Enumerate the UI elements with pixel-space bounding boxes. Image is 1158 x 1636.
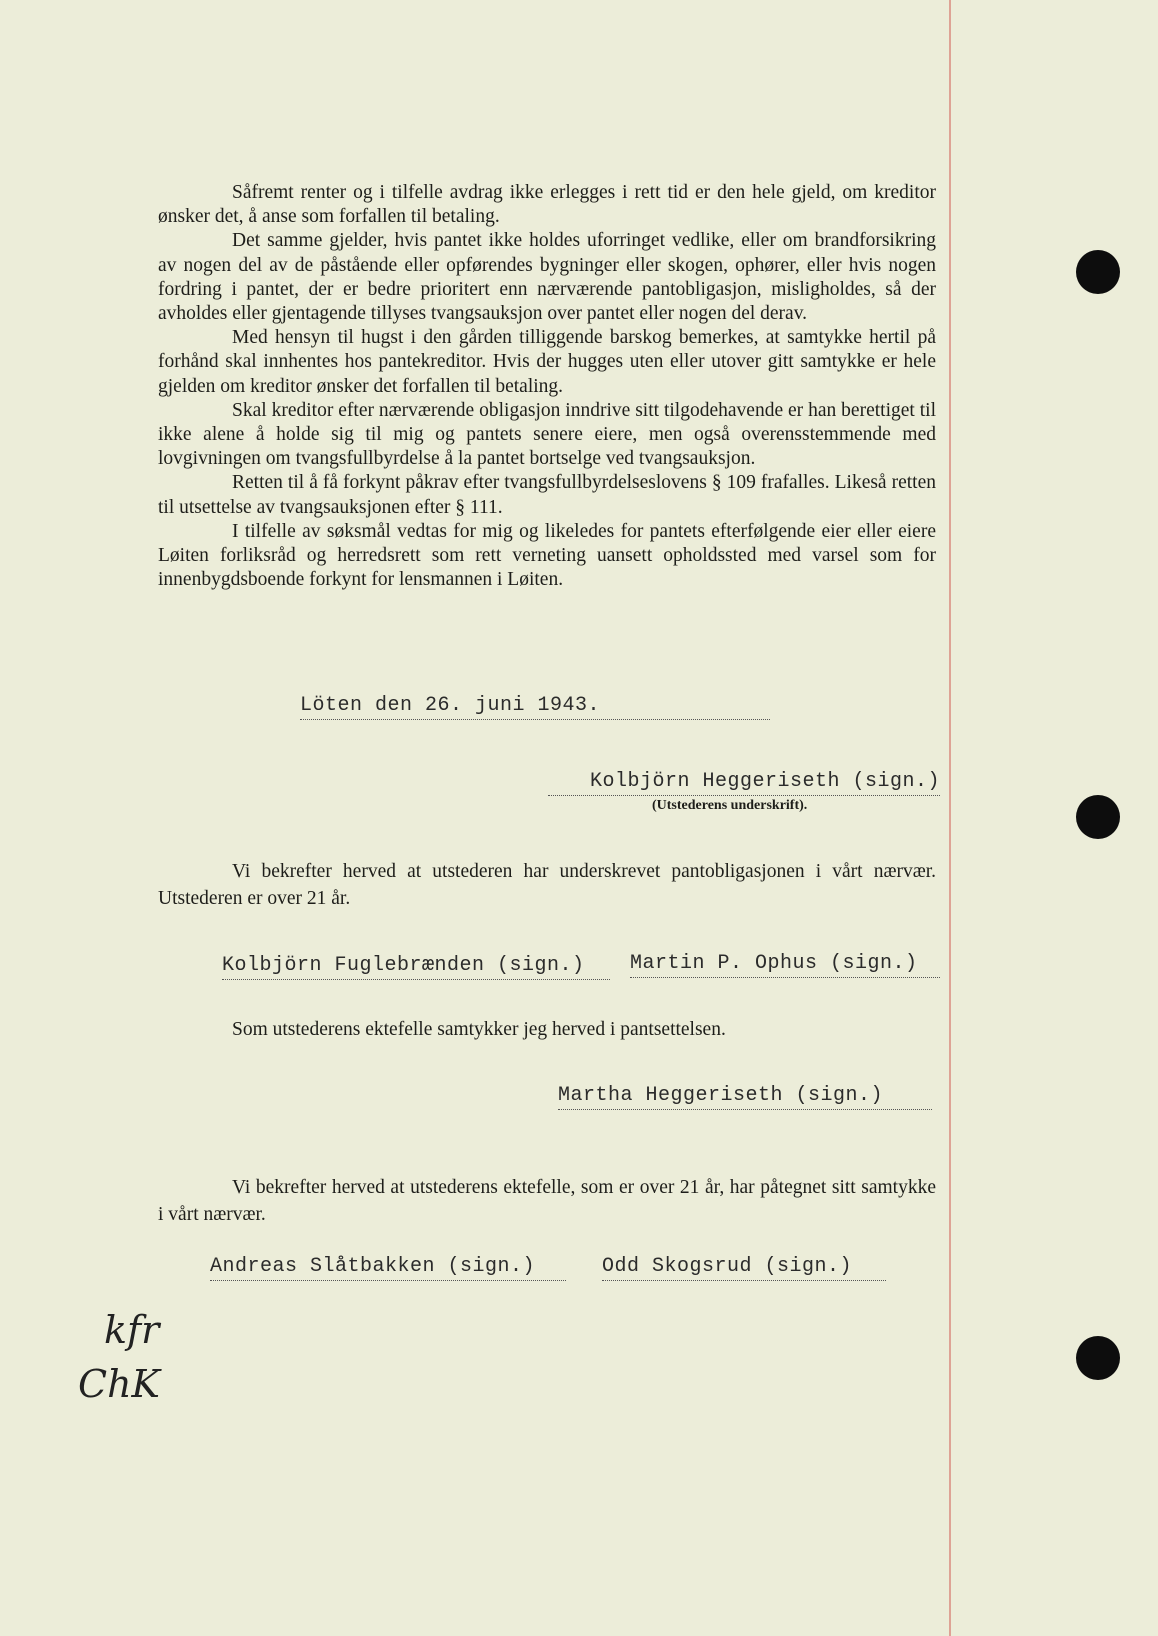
witness-1b-signature: Martin P. Ophus (sign.) — [630, 952, 918, 975]
witness-statement-1-block — [158, 858, 936, 912]
punch-hole-top — [1076, 250, 1120, 294]
punch-hole-bottom — [1076, 1336, 1120, 1380]
paragraph-5: Retten til å få forkynt påkrav efter tvangsfullbyrdelseslovens § 109 frafalles. Likeså retten til utsettelse av tvangsauksjonen efter § 111. — [158, 472, 936, 518]
paragraph-6: I tilfelle av søksmål vedtas for mig og likeledes for pantets efterfølgende eier eller eiere Løiten forliksråd og herredsrett som rett verneting uansett opholdssted med varsel som for innenbygdsboende forkynt for lensmannen i Løiten. — [158, 520, 936, 591]
marginal-note-1: kfr — [104, 1308, 160, 1352]
witness-statement-2: Vi bekrefter herved at utstederens ektefelle, som er over 21 år, har påtegnet sitt samtykke i vårt nærvær. — [158, 1177, 936, 1225]
witness-statement-1: Vi bekrefter herved at utstederen har underskrevet pantobligasjonen i vårt nærvær. Utstederen er over 21 år. — [158, 861, 936, 909]
witness-statement-2-block — [158, 1174, 936, 1228]
witness-1a-line — [222, 954, 610, 980]
marginal-note-2: ChK — [78, 1362, 160, 1406]
witness-2a-line — [210, 1255, 566, 1281]
issuer-signature-line — [548, 770, 940, 796]
spouse-signature-line — [558, 1084, 932, 1110]
margin-rule — [949, 0, 951, 1636]
place-date: Löten den 26. juni 1943. — [300, 694, 601, 717]
paragraph-2: Det samme gjelder, hvis pantet ikke holdes uforringet vedlike, eller om brandforsikring av nogen del av de påstående eller opførendes bygninger eller skogen, ophører, eller hvis nogen fordring i pantet, der er bedre prioritert enn nærværende pantobligasjon, misligholdes, så der avholdes eller gjentagende tillyses tvangsauksjon over pantet eller nogen del derav. — [158, 230, 936, 325]
paragraph-4: Skal kreditor efter nærværende obligasjon inndrive sitt tilgodehavende er han berettiget til ikke alene å holde sig til mig og pantets senere eiere, men også overensstemmende med lovgivningen om tvangsfullbyrdelse å la pantet bortselge ved tvangsauksjon. — [158, 399, 936, 470]
place-date-line — [300, 694, 770, 720]
punch-hole-middle — [1076, 795, 1120, 839]
terms-text — [158, 181, 936, 592]
witness-1a-signature: Kolbjörn Fuglebrænden (sign.) — [222, 954, 585, 977]
witness-2b-signature: Odd Skogsrud (sign.) — [602, 1255, 853, 1278]
issuer-caption: (Utstederens underskrift). — [652, 798, 808, 813]
witness-2a-signature: Andreas Slåtbakken (sign.) — [210, 1255, 536, 1278]
spouse-consent-block — [158, 1016, 936, 1043]
paragraph-3: Med hensyn til hugst i den gården tilliggende barskog bemerkes, at samtykke hertil på forhånd skal innhentes hos pantekreditor. Hvis der hugges uten eller utover gitt samtykke er hele gjelden om kreditor ønsker det forfallen til betaling. — [158, 327, 936, 397]
issuer-signature: Kolbjörn Heggeriseth (sign.) — [589, 770, 940, 793]
witness-1b-line — [630, 952, 940, 978]
spouse-signature: Martha Heggeriseth (sign.) — [558, 1084, 884, 1107]
spouse-consent: Som utstederens ektefelle samtykker jeg herved i pantsettelsen. — [232, 1019, 726, 1040]
witness-2b-line — [602, 1255, 886, 1281]
paragraph-1: Såfremt renter og i tilfelle avdrag ikke erlegges i rett tid er den hele gjeld, om kreditor ønsker det, å anse som forfallen til betaling. — [158, 182, 936, 228]
